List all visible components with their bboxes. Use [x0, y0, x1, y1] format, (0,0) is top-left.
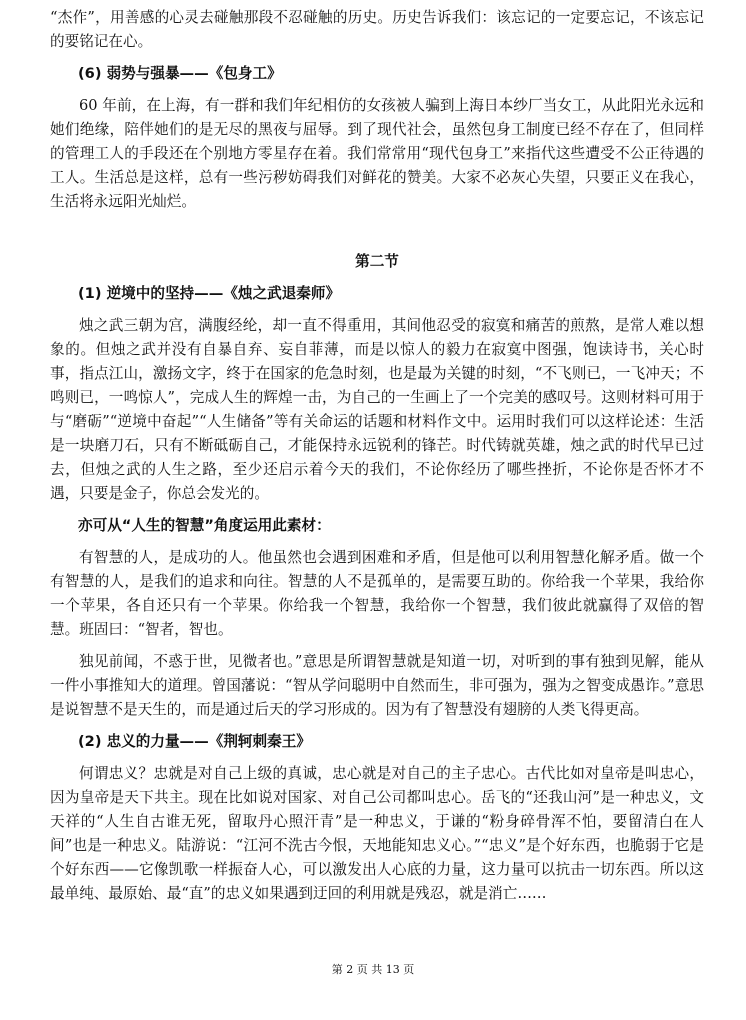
- paragraph-zhu-zhi-wu: 烛之武三朝为宫，满腹经纶，却一直不得重用，其间他忍受的寂寞和痛苦的煎熬，是常人难以想象的。但烛之武并没有自暴自弃、妄自菲薄，而是以惊人的毅力在寂寞中图强，饱读诗书，关心时事，指点江山，激扬文字，终于在国家的危急时刻，也是最为关键的时刻，“不飞则已，一飞冲天；不鸣则已，一鸣惊人”，完成人生的辉煌一击，为自己的一生画上了一个完美的感叹号。这则材料可用于与“磨砺”“逆境中奋起”“人生储备”等有关命运的话题和材料作文中。运用时我们可以这样论述：生活是一块磨刀石，只有不断砥砺自己，才能保持永远锐利的锋芒。时代铸就英雄，烛之武的时代早已过去，但烛之武的人生之路，至少还启示着今天的我们，不论你经历了哪些挫折，不论你是否怀才不遇，只要是金子，你总会发光的。: [50, 317, 704, 502]
- paragraph-jing-ke: 何谓忠义？忠就是对自己上级的真诚，忠心就是对自己的主子忠心。古代比如对皇帝是叫忠心，因为皇帝是天下共主。现在比如说对国家、对自己公司都叫忠心。岳飞的“还我山河”是一种忠义，文天祥的“人生自古谁无死，留取丹心照汗青”是一种忠义，于谦的“粉身碎骨浑不怕，要留清白在人间”也是一种忠义。陆游说：“江河不洗古今恨，天地能知忠义心。”“忠义”是个好东西，也脆弱于它是个好东西——它像凯歌一样振奋人心，可以激发出人心底的力量，这力量可以抗击一切东西。所以这最单纯、最原始、最“直”的忠义如果遇到迂回的利用就是残忍，就是消亡……: [50, 765, 704, 902]
- heading-jing-ke: (2) 忠义的力量——《荆轲刺秦王》: [78, 733, 311, 750]
- paragraph-wisdom-1: 有智慧的人，是成功的人。他虽然也会遇到困难和矛盾，但是他可以利用智慧化解矛盾。做一个有智慧的人，是我们的追求和向往。智慧的人不是孤单的，是需要互助的。你给我一个苹果，我给你一个苹果，各自还只有一个苹果。你给我一个智慧，我给你一个智慧，我们彼此就赢得了双倍的智慧。班固曰：“智者，智也。: [50, 549, 704, 638]
- intro-paragraph: “杰作”，用善感的心灵去碰触那段不忍碰触的历史。历史告诉我们：该忘记的一定要忘记，不该忘记的要铭记在心。: [50, 9, 704, 50]
- paragraph-wisdom-2: 独见前闻，不惑于世，见微者也。”意思是所谓智慧就是知道一切，对听到的事有独到见解，能从一件小事推知大的道理。曾国藩说：“智从学问聪明中自然而生，非可强为，强为之智变成愚诈。”意思是说智慧不是天生的，而是通过后天的学习形成的。因为有了智慧没有翅膀的人类飞得更高。: [50, 653, 704, 718]
- section-title: 第二节: [355, 253, 399, 270]
- heading-zhu-zhi-wu: (1) 逆境中的坚持——《烛之武退秦师》: [78, 285, 341, 302]
- heading-bao-shen-gong: (6) 弱势与强暴——《包身工》: [78, 65, 282, 82]
- page-footer: 第 2 页 共 13 页: [331, 963, 415, 976]
- paragraph-bao-shen-gong: 60 年前，在上海，有一群和我们年纪相仿的女孩被人骗到上海日本纱厂当女工，从此阳光永远和她们绝缘，陪伴她们的是无尽的黑夜与屈辱。到了现代社会，虽然包身工制度已经不存在了，但同样的管理工人的手段还在个别地方零星存在着。我们常常用“现代包身工”来指代这些遭受不公正待遇的工人。生活总是这样，总有一些污秽妨碍我们对鲜花的赞美。大家不必灰心失望，只要正义在我心，生活将永远阳光灿烂。: [50, 97, 704, 210]
- heading-wisdom: 亦可从“人生的智慧”角度运用此素材：: [78, 517, 331, 534]
